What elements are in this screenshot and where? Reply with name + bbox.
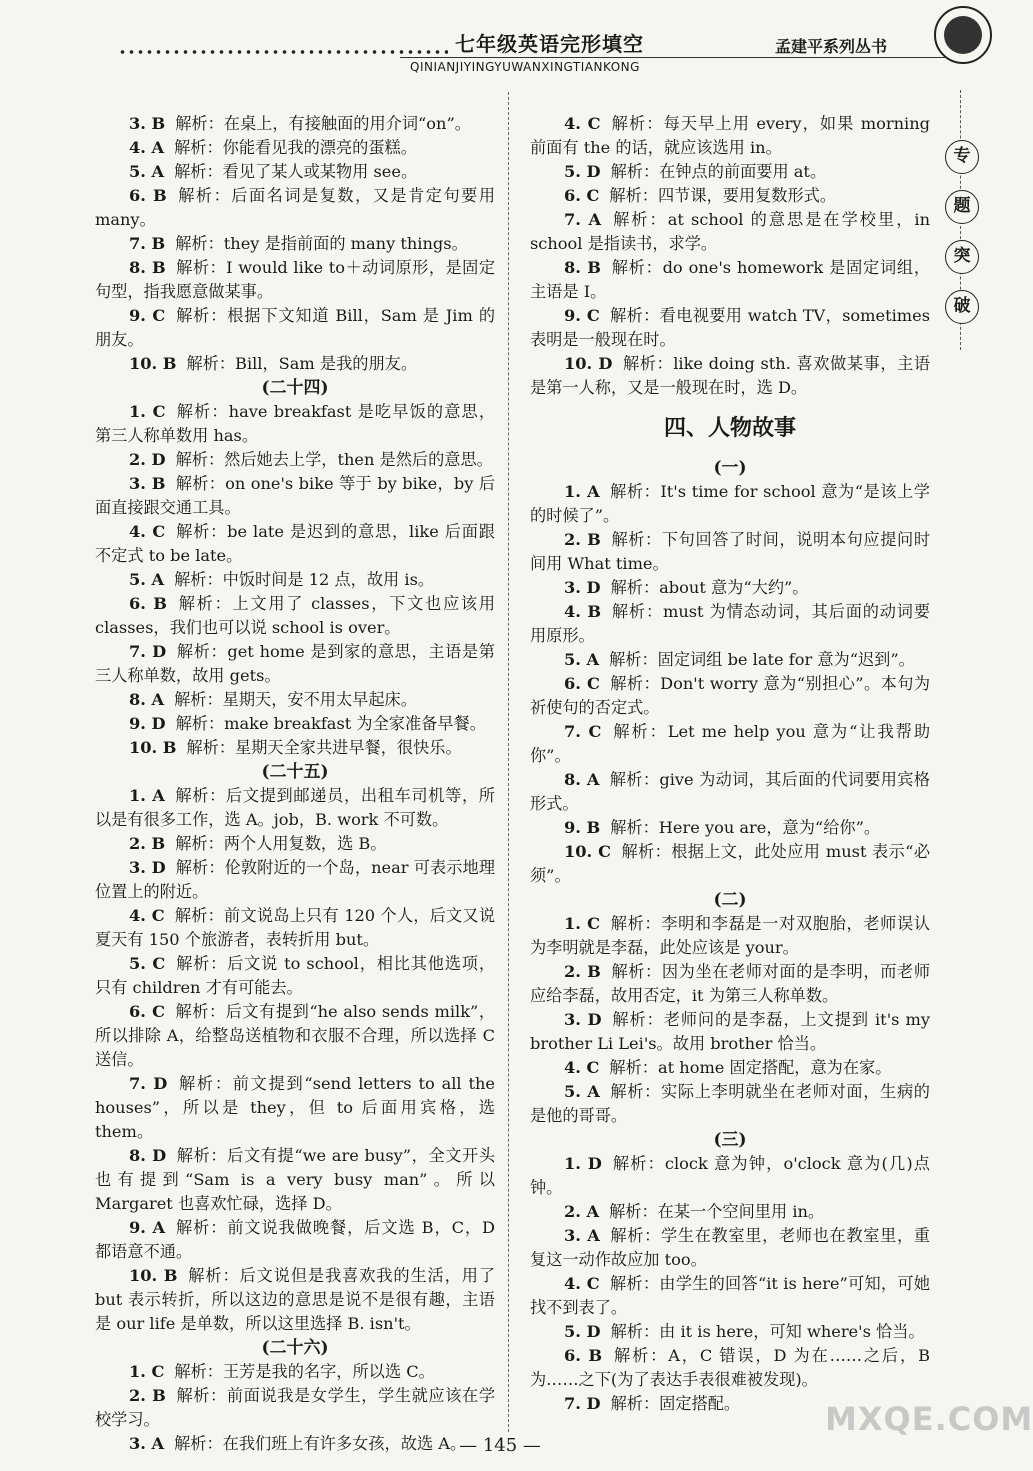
answer-item: [530, 1008, 930, 1056]
analysis-text: ：make breakfast 为全家准备早餐。: [207, 714, 486, 733]
answer-item: [530, 1200, 930, 1224]
answer-number: 4. C: [129, 522, 166, 541]
analysis-label: 解析: [175, 402, 212, 421]
answer-item: [530, 816, 930, 840]
analysis-label: 解析: [176, 642, 211, 661]
analysis-label: 解析: [609, 186, 642, 205]
answer-item: [530, 672, 930, 720]
answer-item: [530, 1056, 930, 1080]
analysis-text: ：根据上文，此处应用 must 表示“必须”。: [530, 842, 931, 885]
answer-number: 7. D: [129, 642, 167, 661]
analysis-text: ：后文有提到“he also sends milk”，所以排除 A，给整岛送植物和衣服不合理，所以选择 C 送信。: [95, 1002, 496, 1069]
analysis-label: 解析: [609, 1274, 643, 1293]
answer-item: [95, 856, 495, 904]
answer-number: 1. D: [564, 1154, 602, 1173]
answer-item: [530, 1320, 930, 1344]
analysis-label: 解析: [610, 1394, 643, 1413]
analysis-label: 解析: [609, 306, 644, 325]
analysis-label: 解析: [609, 1226, 645, 1245]
analysis-text: ：根据下文知道 Bill，Sam 是 Jim 的朋友。: [95, 306, 496, 349]
analysis-label: 解析: [611, 602, 646, 621]
analysis-text: ：Don't worry 意为“别担心”。本句为祈使句的否定式。: [530, 674, 931, 717]
answer-number: 7. B: [129, 234, 166, 253]
answer-item: [530, 1224, 930, 1272]
page-header: [0, 0, 1000, 90]
analysis-label: 解析: [175, 1386, 211, 1405]
answer-number: 7. D: [129, 1074, 168, 1093]
analysis-text: ：看见了某人或某物用 see。: [206, 162, 418, 181]
analysis-text: ：Here you are，意为“给你”。: [642, 818, 881, 837]
analysis-label: 解析: [174, 786, 210, 805]
answer-item: [530, 112, 930, 160]
analysis-text: ：前文说我做晚餐，后文选 B，C，D 都语意不通。: [95, 1218, 496, 1261]
answer-item: [530, 480, 930, 528]
analysis-text: ：在我们班上有许多女孩，故选 A。: [206, 1434, 467, 1453]
analysis-text: ：由学生的回答“it is here”可知，可她找不到表了。: [530, 1274, 931, 1317]
answer-number: 4. B: [564, 602, 602, 621]
analysis-text: ：因为坐在老师对面的是李明，而老师应给李磊，故用否定，it 为第三人称单数。: [530, 962, 931, 1005]
answer-number: 10. C: [564, 842, 612, 861]
analysis-text: ：四节课，要用复数形式。: [641, 186, 837, 205]
answer-item: [95, 1360, 495, 1384]
answer-number: 5. A: [129, 570, 165, 589]
answer-item: [95, 1144, 495, 1216]
analysis-text: ：学生在教室里，老师也在教室里，重复这一动作故应加 too。: [530, 1226, 930, 1269]
analysis-text: ：中饭时间是 12 点，故用 is。: [206, 570, 435, 589]
answer-number: 8. A: [129, 690, 165, 709]
answer-number: 7. C: [564, 722, 602, 741]
analysis-text: ：伦敦附近的一个岛，near 可表示地理位置上的附近。: [95, 858, 496, 901]
analysis-text: ：在桌上，有接触面的用介词“on”。: [207, 114, 471, 133]
analysis-text: ：看电视要用 watch TV，sometimes 表明是一般现在时。: [530, 306, 931, 349]
analysis-label: 解析: [175, 714, 208, 733]
analysis-text: ：实际上李明就坐在老师对面，生病的是他的哥哥。: [530, 1082, 930, 1125]
answer-number: 6. B: [564, 1346, 603, 1365]
answer-item: [530, 160, 930, 184]
analysis-text: ：固定搭配。: [642, 1394, 741, 1413]
answer-number: 6. C: [564, 186, 600, 205]
side-char-1: 专: [945, 140, 979, 174]
analysis-text: ：下句回答了时间，说明本句应提问时间用 What time。: [530, 530, 931, 573]
passage-heading: (一): [713, 458, 747, 478]
answer-item: [530, 768, 930, 816]
answer-item: [95, 448, 495, 472]
answer-number: 5. D: [564, 1322, 601, 1341]
answer-number: 1. C: [564, 914, 601, 933]
answer-item: [530, 1272, 930, 1320]
answer-item: [95, 520, 495, 568]
answer-item: [95, 832, 495, 856]
answer-item: [530, 256, 930, 304]
analysis-text: ：后文说 to school，相比其他选项，只有 children 才有可能去。: [95, 954, 496, 997]
analysis-text: ：Bill，Sam 是我的朋友。: [218, 354, 418, 373]
answer-item: [95, 160, 495, 184]
analysis-text: ：clock 意为钟，o'clock 意为(几)点钟。: [530, 1154, 930, 1197]
section-heading: 四、人物故事: [663, 415, 796, 441]
page-number: — 145 —: [459, 1435, 541, 1456]
analysis-label: 解析: [176, 594, 215, 613]
analysis-label: 解析: [174, 906, 208, 925]
answer-number: 10. B: [129, 354, 177, 373]
analysis-label: 解析: [186, 354, 219, 373]
analysis-label: 解析: [609, 674, 644, 693]
analysis-label: 解析: [174, 570, 207, 589]
answer-item: [95, 1072, 495, 1144]
answer-item: [530, 208, 930, 256]
answer-item: [95, 136, 495, 160]
analysis-text: ：老师问的是李磊，上文提到 it's my brother Li Lei's。故用 brother 恰当。: [530, 1010, 931, 1053]
answer-number: 2. B: [564, 962, 601, 981]
analysis-label: 解析: [187, 1266, 223, 1285]
analysis-text: ：they 是指前面的 many things。: [207, 234, 468, 253]
analysis-label: 解析: [612, 1346, 651, 1365]
answer-item: [530, 720, 930, 768]
answer-item: [95, 640, 495, 688]
analysis-text: ：上文用了 classes，下文也应该用 classes，我们也可以说 school is over。: [95, 594, 496, 637]
analysis-label: 解析: [175, 450, 208, 469]
answer-item: [530, 1152, 930, 1200]
answer-number: 2. B: [564, 530, 601, 549]
answer-number: 9. A: [129, 1218, 166, 1237]
analysis-label: 解析: [610, 530, 646, 549]
book-title: 七年级英语完形填空: [455, 32, 644, 56]
analysis-label: 解析: [610, 1322, 643, 1341]
answer-item: [95, 256, 495, 304]
dotted-rule: [118, 50, 448, 54]
answer-number: 2. D: [129, 450, 166, 469]
answer-number: 3. B: [129, 114, 166, 133]
analysis-text: ：It's time for school 意为“是该上学的时候了”。: [530, 482, 930, 525]
answer-item: [530, 912, 930, 960]
analysis-label: 解析: [175, 834, 208, 853]
answer-number: 5. A: [564, 650, 600, 669]
analysis-text: ：have breakfast 是吃早饭的意思，第三人称单数用 has。: [95, 402, 496, 445]
answer-number: 3. A: [129, 1434, 165, 1453]
series-logo-icon: [934, 6, 992, 64]
analysis-text: ：must 为情态动词，其后面的动词要用原形。: [530, 602, 931, 645]
analysis-text: ：你能看见我的漂亮的蛋糕。: [206, 138, 417, 157]
answer-item: [530, 600, 930, 648]
analysis-text: ：前文说岛上只有 120 个人，后文又说夏天有 150 个旅游者，表转折用 but。: [95, 906, 496, 949]
analysis-text: ：A，C 错误，D 为在……之后，B 为……之下(为了表达手表很难被发现)。: [530, 1346, 931, 1389]
answer-number: 9. B: [564, 818, 601, 837]
analysis-text: ：两个人用复数，选 B。: [207, 834, 387, 853]
analysis-text: ：at home 固定搭配，意为在家。: [641, 1058, 892, 1077]
analysis-label: 解析: [174, 1002, 209, 1021]
analysis-label: 解析: [175, 858, 209, 877]
analysis-text: ：on one's bike 等于 by bike，by 后面直接跟交通工具。: [95, 474, 496, 517]
answer-number: 9. C: [564, 306, 600, 325]
answer-number: 8. B: [564, 258, 601, 277]
analysis-label: 解析: [611, 1010, 647, 1029]
analysis-label: 解析: [611, 210, 650, 229]
answer-item: [530, 1080, 930, 1128]
answer-number: 4. C: [564, 1274, 600, 1293]
analysis-label: 解析: [610, 962, 646, 981]
answer-number: 6. B: [129, 186, 167, 205]
answer-number: 3. A: [564, 1226, 600, 1245]
analysis-label: 解析: [174, 1434, 207, 1453]
analysis-label: 解析: [176, 186, 214, 205]
title-pinyin: QINIANJIYINGYUWANXINGTIANKONG: [410, 60, 640, 74]
answer-item: [95, 1000, 495, 1072]
side-char-2: 题: [945, 190, 979, 224]
answer-item: [95, 304, 495, 352]
answer-item: [95, 784, 495, 832]
analysis-text: ：王芳是我的名字，所以选 C。: [206, 1362, 435, 1381]
analysis-text: ：like doing sth. 喜欢做某事，主语是第一人称，又是一般现在时，选 D。: [530, 354, 931, 397]
answer-number: 4. C: [564, 114, 601, 133]
answer-number: 10. B: [129, 1266, 178, 1285]
analysis-text: ：星期天，安不用太早起床。: [206, 690, 417, 709]
answer-item: [95, 952, 495, 1000]
answer-item: [95, 736, 495, 760]
analysis-text: ：get home 是到家的意思，主语是第三人称单数，故用 gets。: [95, 642, 495, 685]
analysis-label: 解析: [175, 234, 208, 253]
answer-number: 5. A: [129, 162, 165, 181]
analysis-text: ：前面说我是女学生，学生就应该在学校学习。: [95, 1386, 496, 1429]
answer-item: [95, 688, 495, 712]
answer-number: 1. C: [129, 1362, 165, 1381]
header-rule: [400, 57, 945, 58]
answer-number: 4. C: [564, 1058, 600, 1077]
answer-item: [530, 304, 930, 352]
analysis-label: 解析: [609, 1058, 642, 1077]
analysis-label: 解析: [609, 1082, 645, 1101]
answer-number: 8. D: [129, 1146, 167, 1165]
answer-number: 3. D: [564, 578, 601, 597]
analysis-label: 解析: [174, 1362, 207, 1381]
answer-number: 3. D: [564, 1010, 602, 1029]
answer-item: [95, 712, 495, 736]
answer-item: [95, 232, 495, 256]
analysis-label: 解析: [174, 162, 207, 181]
analysis-text: ：每天早上用 every，如果 morning 前面有 the 的话，就应该选用 in。: [530, 114, 931, 157]
analysis-text: ：about 意为“大约”。: [642, 578, 809, 597]
passage-heading: (二十六): [261, 1338, 329, 1358]
analysis-label: 解析: [610, 162, 643, 181]
side-char-3: 突: [945, 240, 979, 274]
analysis-label: 解析: [609, 650, 642, 669]
analysis-text: ：后文提到邮递员，出租车司机等，所以是有很多工作，选 A。job，B. work 不可数。: [95, 786, 495, 829]
answer-number: 1. C: [129, 402, 166, 421]
analysis-label: 解析: [186, 738, 219, 757]
analysis-text: ：be late 是迟到的意思，like 后面跟不定式 to be late。: [95, 522, 495, 565]
answer-number: 5. D: [564, 162, 601, 181]
passage-heading: (二十四): [261, 378, 329, 398]
answer-item: [95, 112, 495, 136]
analysis-label: 解析: [175, 522, 211, 541]
passage-heading: (二十五): [261, 762, 329, 782]
answer-item: [530, 960, 930, 1008]
analysis-text: ：后文有提“we are busy”，全文开头也有提到“Sam is a very busy man”。所以 Margaret 也喜欢忙碌，选择 D。: [95, 1146, 496, 1213]
answer-number: 10. B: [129, 738, 177, 757]
analysis-label: 解析: [174, 138, 207, 157]
analysis-label: 解析: [609, 1202, 642, 1221]
analysis-text: ：星期天全家共进早餐，很快乐。: [218, 738, 462, 757]
answer-item: [95, 472, 495, 520]
analysis-label: 解析: [175, 258, 210, 277]
answer-number: 7. D: [564, 1394, 601, 1413]
answer-number: 2. A: [564, 1202, 600, 1221]
answer-number: 8. B: [129, 258, 166, 277]
answer-number: 2. B: [129, 1386, 166, 1405]
analysis-text: ：固定词组 be late for 意为“迟到”。: [641, 650, 915, 669]
answer-item: [95, 1384, 495, 1432]
analysis-label: 解析: [610, 914, 645, 933]
answer-number: 8. A: [564, 770, 600, 789]
analysis-label: 解析: [175, 1218, 211, 1237]
answer-number: 6. B: [129, 594, 167, 613]
answer-item: [530, 528, 930, 576]
analysis-label: 解析: [175, 114, 208, 133]
answer-item: [95, 400, 495, 448]
column-divider: [508, 92, 510, 1432]
analysis-label: 解析: [175, 954, 211, 973]
analysis-text: ：由 it is here，可知 where's 恰当。: [642, 1322, 925, 1341]
answer-number: 5. C: [129, 954, 166, 973]
answer-number: 1. A: [129, 786, 165, 805]
analysis-label: 解析: [609, 482, 644, 501]
analysis-text: ：李明和李磊是一对双胞胎，老师误认为李明就是李磊，此处应该是 your。: [530, 914, 931, 957]
analysis-label: 解析: [622, 354, 657, 373]
answer-number: 4. C: [129, 906, 165, 925]
series-name: 孟建平系列丛书: [775, 37, 888, 56]
analysis-text: ：然后她去上学，then 是然后的意思。: [207, 450, 493, 469]
answer-number: 9. D: [129, 714, 166, 733]
analysis-label: 解析: [611, 1154, 648, 1173]
analysis-text: ：Let me help you 意为“让我帮助你”。: [530, 722, 931, 765]
analysis-text: ：at school 的意思是在学校里，in school 是指读书，求学。: [530, 210, 930, 253]
answer-number: 6. C: [564, 674, 600, 693]
passage-heading: (三): [713, 1130, 747, 1150]
analysis-text: ：后面名词是复数，又是肯定句要用 many。: [95, 186, 496, 229]
answer-number: 2. B: [129, 834, 166, 853]
right-column: [530, 112, 930, 1416]
answer-item: [95, 1216, 495, 1264]
answer-number: 5. A: [564, 1082, 600, 1101]
analysis-label: 解析: [174, 690, 207, 709]
analysis-label: 解析: [176, 1146, 211, 1165]
answer-number: 3. D: [129, 858, 166, 877]
left-column: [95, 112, 495, 1456]
analysis-text: ：在钟点的前面要用 at。: [642, 162, 827, 181]
watermark: MXQE.COM: [825, 1400, 1033, 1438]
answer-item: [95, 592, 495, 640]
answer-item: [95, 568, 495, 592]
answer-item: [530, 1344, 930, 1392]
analysis-label: 解析: [610, 578, 643, 597]
analysis-label: 解析: [609, 770, 643, 789]
answer-item: [530, 576, 930, 600]
analysis-label: 解析: [621, 842, 655, 861]
answer-number: 4. A: [129, 138, 165, 157]
passage-heading: (二): [713, 890, 747, 910]
answer-item: [530, 840, 930, 888]
analysis-label: 解析: [610, 114, 647, 133]
analysis-text: ：give 为动词，其后面的代词要用宾格形式。: [530, 770, 930, 813]
analysis-label: 解析: [175, 306, 211, 325]
analysis-label: 解析: [610, 818, 643, 837]
analysis-label: 解析: [610, 258, 646, 277]
answer-item: [530, 352, 930, 400]
answer-number: 3. B: [129, 474, 166, 493]
answer-number: 9. C: [129, 306, 166, 325]
answer-number: 6. C: [129, 1002, 165, 1021]
answer-number: 1. A: [564, 482, 600, 501]
side-char-4: 破: [945, 290, 979, 324]
answer-number: 10. D: [564, 354, 613, 373]
analysis-text: ：前文提到“send letters to all the houses”，所以是 they，但 to 后面用宾格，选 them。: [95, 1074, 495, 1141]
answer-item: [530, 648, 930, 672]
analysis-text: ：后文说但是我喜欢我的生活，用了 but 表示转折，所以这边的意思是说不是很有趣，主语是 our life 是单数，所以这里选择 B. isn't。: [95, 1266, 496, 1333]
answer-item: [530, 184, 930, 208]
analysis-label: 解析: [611, 722, 650, 741]
answer-item: [95, 1264, 495, 1336]
answer-item: [95, 904, 495, 952]
analysis-text: ：I would like to＋动词原形，是固定句型，指我愿意做某事。: [95, 258, 496, 301]
analysis-label: 解析: [175, 474, 209, 493]
answer-number: 7. A: [564, 210, 602, 229]
answer-item: [95, 184, 495, 232]
answer-item: [95, 352, 495, 376]
analysis-text: ：在某一个空间里用 in。: [641, 1202, 825, 1221]
analysis-label: 解析: [177, 1074, 215, 1093]
analysis-text: ：do one's homework 是固定词组，主语是 I。: [530, 258, 931, 301]
